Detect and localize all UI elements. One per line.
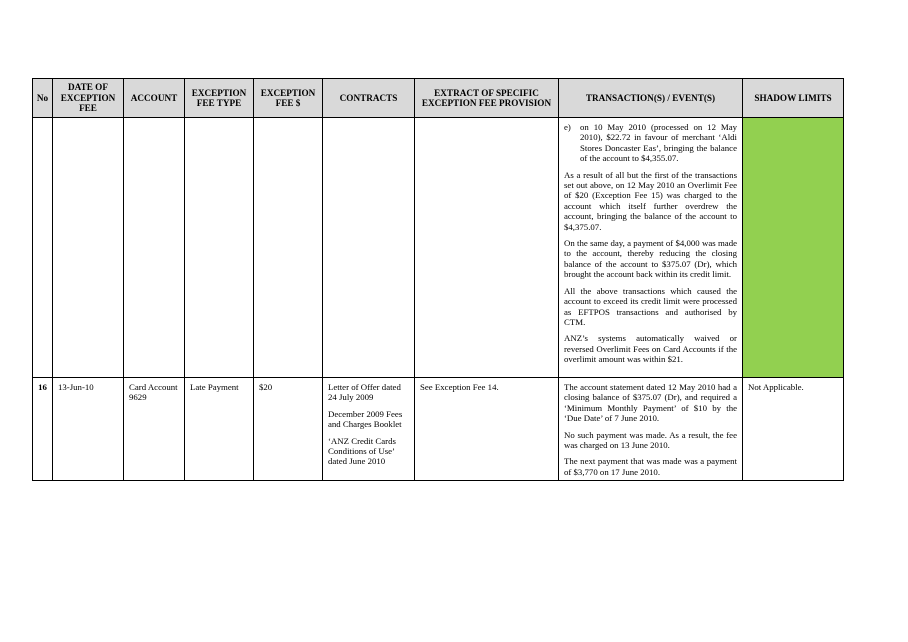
- list-marker: e): [564, 122, 571, 132]
- contract-item: ‘ANZ Credit Cards Conditions of Use’ dated June 2010: [328, 435, 396, 467]
- row-account: Card Account 9629: [124, 378, 185, 481]
- exception-fees-table: [32, 78, 844, 481]
- transaction-paragraph: On the same day, a payment of $4,000 was made to the account, thereby reducing the closing balance of the account to $375.07 (Dr), which brought the account back within its credit limit.: [564, 238, 737, 280]
- cell-extract: [415, 118, 559, 378]
- table-row-16: [33, 378, 844, 481]
- cell-transactions: [559, 118, 743, 378]
- contract-item: Letter of Offer dated 24 July 2009: [328, 382, 401, 403]
- row-fee: $20: [254, 378, 323, 481]
- header-date: DATE OF EXCEPTION FEE: [53, 79, 124, 118]
- row-transactions: [559, 378, 743, 481]
- transaction-paragraph: The account statement dated 12 May 2010 had a closing balance of $375.07 (Dr), and required a ‘Minimum Monthly Payment’ of $10 by the ‘Due Date’ of 7 June 2010.: [564, 382, 737, 424]
- transaction-paragraph: As a result of all but the first of the transactions set out above, on 12 May 2010 an Overlimit Fee of $20 (Exception Fee 15) was charged to the account which itself further overdrew the account, bringing the balance of the account to $4,375.07.: [564, 169, 737, 232]
- row-number: 16: [33, 378, 53, 481]
- cell-fee: [254, 118, 323, 378]
- header-contracts: CONTRACTS: [323, 79, 415, 118]
- header-extract: EXTRACT OF SPECIFIC EXCEPTION FEE PROVISION: [415, 79, 559, 118]
- header-fee-type: EXCEPTION FEE TYPE: [185, 79, 254, 118]
- header-fee: EXCEPTION FEE $: [254, 79, 323, 118]
- transaction-paragraph: No such payment was made. As a result, the fee was charged on 13 June 2010.: [564, 429, 737, 451]
- row-fee-type: Late Payment: [185, 378, 254, 481]
- contract-item: December 2009 Fees and Charges Booklet: [328, 408, 403, 430]
- header-no: No: [33, 79, 53, 118]
- cell-account: [124, 118, 185, 378]
- table-row-continuation: [33, 118, 844, 378]
- cell-shadow-limits-highlight: [743, 118, 844, 378]
- list-text: on 10 May 2010 (processed on 12 May 2010), $22.72 in favour of merchant ‘Aldi Stores Doncaster Eas’, bringing the balance of the account to $4,355.07.: [580, 122, 737, 164]
- row-date: 13-Jun-10: [53, 378, 124, 481]
- transaction-paragraph: ANZ’s systems automatically waived or reversed Overlimit Fees on Card Accounts if the overlimit amount was within $21.: [564, 333, 737, 365]
- header-account: ACCOUNT: [124, 79, 185, 118]
- row-contracts: [323, 378, 415, 481]
- header-transactions: TRANSACTION(S) / EVENT(S): [559, 79, 743, 118]
- cell-fee-type: [185, 118, 254, 378]
- cell-no: [33, 118, 53, 378]
- header-row: [33, 79, 844, 118]
- row-shadow-limits: Not Applicable.: [743, 378, 844, 481]
- cell-date: [53, 118, 124, 378]
- list-item: [564, 122, 737, 164]
- cell-contracts: [323, 118, 415, 378]
- row-extract: See Exception Fee 14.: [415, 378, 559, 481]
- transaction-paragraph: All the above transactions which caused the account to exceed its credit limit were processed as EFTPOS transactions and authorised by CTM.: [564, 285, 737, 327]
- header-shadow-limits: SHADOW LIMITS: [743, 79, 844, 118]
- transaction-paragraph: The next payment that was made was a payment of $3,770 on 17 June 2010.: [564, 456, 737, 477]
